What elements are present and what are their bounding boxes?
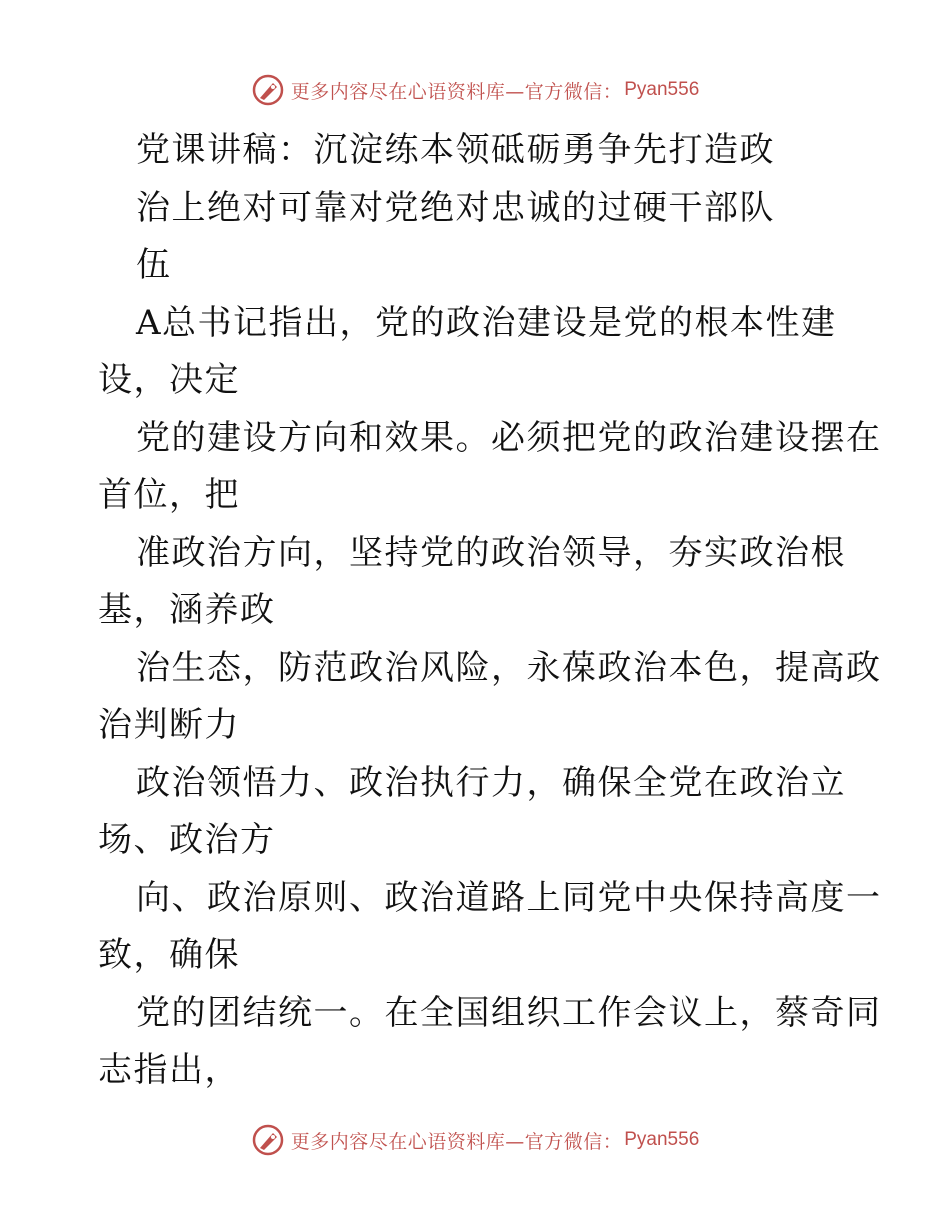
footer-watermark xyxy=(0,1120,950,1160)
watermark-wechat-id: Pyan556 xyxy=(624,79,700,100)
body-line: 致，确保 xyxy=(98,935,240,975)
header-watermark xyxy=(0,70,950,110)
document-body xyxy=(98,122,882,1100)
body-line: 政治领悟力、政治执行力，确保全党在政治立 xyxy=(136,762,846,803)
body-line: 基，涵养政 xyxy=(98,590,276,630)
pen-logo-icon xyxy=(251,73,285,107)
title-line: 治上绝对可靠对党绝对忠诚的过硬干部队 xyxy=(136,187,775,228)
body-line: 党的建设方向和效果。必须把党的政治建设摆在 xyxy=(136,417,882,458)
document-title xyxy=(98,122,858,295)
body-line: 党的团结统一。在全国组织工作会议上，蔡奇同 xyxy=(136,992,882,1033)
body-line: 治判断力 xyxy=(98,705,240,745)
title-line: 伍 xyxy=(136,245,172,285)
body-line: 设，决定 xyxy=(98,360,240,400)
body-line: 首位，把 xyxy=(98,475,240,515)
title-line: 党课讲稿：沉淀练本领砥砺勇争先打造政 xyxy=(136,130,775,170)
body-line: A总书记指出，党的政治建设是党的根本性建 xyxy=(136,302,837,343)
body-line: 向、政治原则、政治道路上同党中央保持高度一 xyxy=(136,877,882,918)
body-line: 治生态，防范政治风险，永葆政治本色，提高政 xyxy=(136,647,882,688)
body-line: 志指出， xyxy=(98,1050,240,1090)
document-paragraphs xyxy=(98,295,882,1100)
body-line: 场、政治方 xyxy=(98,820,276,860)
body-line: 准政治方向，坚持党的政治领导，夯实政治根 xyxy=(136,532,846,573)
pen-logo-icon xyxy=(251,1123,285,1157)
watermark-text: 更多内容尽在心语资料库—官方微信： xyxy=(290,1130,623,1153)
watermark-text: 更多内容尽在心语资料库—官方微信： xyxy=(290,80,623,103)
watermark-wechat-id: Pyan556 xyxy=(624,1129,700,1150)
